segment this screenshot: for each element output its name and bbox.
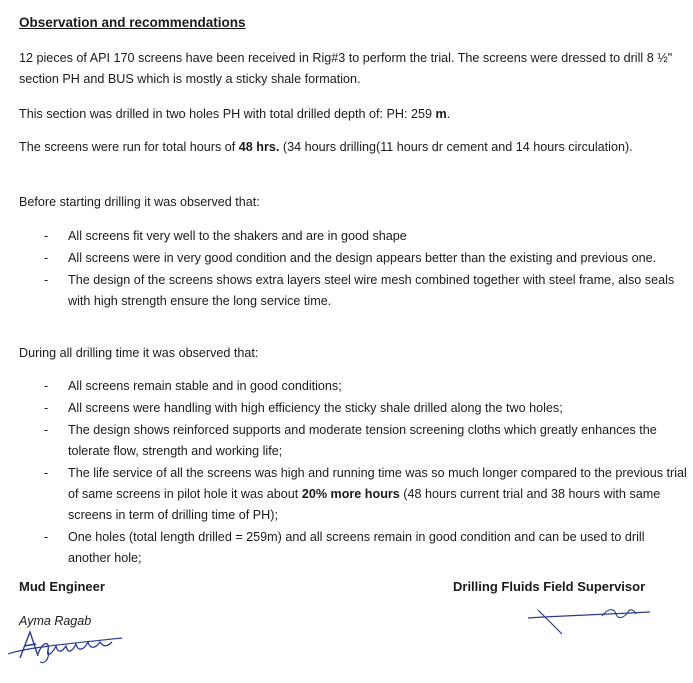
list-item-text: All screens were handling with high efficiency the sticky shale drilled along the two holes; xyxy=(68,401,563,415)
bold-text: 20% more hours xyxy=(301,487,400,501)
paragraph-screens-received: 12 pieces of API 170 screens have been received in Rig#3 to perform the trial. The screens were dressed to drill 8 ½" section PH and BUS which is mostly a sticky shale formation. xyxy=(19,51,673,86)
paragraph-run-hours xyxy=(19,137,679,158)
bullet-dash: - xyxy=(44,379,49,393)
bullet-dash: - xyxy=(44,423,49,437)
bullet-dash: - xyxy=(44,229,49,243)
list-item xyxy=(0,226,690,247)
bullet-dash: - xyxy=(44,530,49,544)
bullet-dash: - xyxy=(44,401,49,415)
list-item-text: One holes (total length drilled = 259m) and all screens remain in good condition and can be used to drill another hole; xyxy=(68,530,645,565)
list-item xyxy=(0,420,690,462)
list-item-text: All screens remain stable and in good conditions; xyxy=(68,379,342,393)
engineer-signature xyxy=(4,624,134,666)
list-item xyxy=(0,248,690,269)
bold-text: m xyxy=(435,107,447,121)
bullet-dash: - xyxy=(44,251,49,265)
section-heading: Observation and recommendations xyxy=(19,15,246,30)
list-item xyxy=(0,398,690,419)
paragraph-text: . xyxy=(446,107,451,121)
list-item-text: All screens fit very well to the shakers and are in good shape xyxy=(68,229,407,243)
paragraph-text: This section was drilled in two holes PH with total drilled depth of: PH: 259 xyxy=(19,107,436,121)
paragraph-text: The screens were run for total hours of xyxy=(19,140,239,154)
list-item xyxy=(0,527,690,569)
list-item-text-part: The life service of all the screens was high and running time was so much longer compared to the previous trial of same screens in pilot hole it was about xyxy=(68,466,687,501)
bold-text: 48 hrs. xyxy=(238,140,280,154)
list-item-text-part: (48 hours current trial and 38 hours with same screens in term of drilling time of PH); xyxy=(68,487,661,522)
paragraph-text: (34 hours drilling(11 hours dr cement and 14 hours circulation). xyxy=(279,140,633,154)
list-item-text: The design shows reinforced supports and moderate tension screening cloths which greatly enhances the tolerate flow, strength and working life; xyxy=(68,423,657,458)
list-item-text: The design of the screens shows extra layers steel wire mesh combined together with steel frame, also seals with high strength ensure the long service time. xyxy=(68,273,675,308)
supervisor-title: Drilling Fluids Field Supervisor xyxy=(453,579,646,594)
list-item xyxy=(0,270,690,312)
during-drilling-list xyxy=(0,376,690,570)
mud-engineer-title: Mud Engineer xyxy=(19,579,105,594)
list-item xyxy=(0,376,690,397)
bullet-dash: - xyxy=(44,273,49,287)
list-item-text: All screens were in very good condition and the design appears better than the existing and previous one. xyxy=(68,251,657,265)
before-drilling-list xyxy=(0,226,690,313)
list-item xyxy=(0,463,690,526)
supervisor-signature xyxy=(524,604,654,638)
paragraph-section-drilled xyxy=(19,104,679,125)
bullet-dash: - xyxy=(44,466,49,480)
paragraph-during-drilling: During all drilling time it was observed that: xyxy=(19,346,259,360)
engineer-name: Ayma Ragab xyxy=(19,614,92,628)
paragraph-before-drilling: Before starting drilling it was observed that: xyxy=(19,195,260,209)
list-item-text xyxy=(68,466,687,522)
